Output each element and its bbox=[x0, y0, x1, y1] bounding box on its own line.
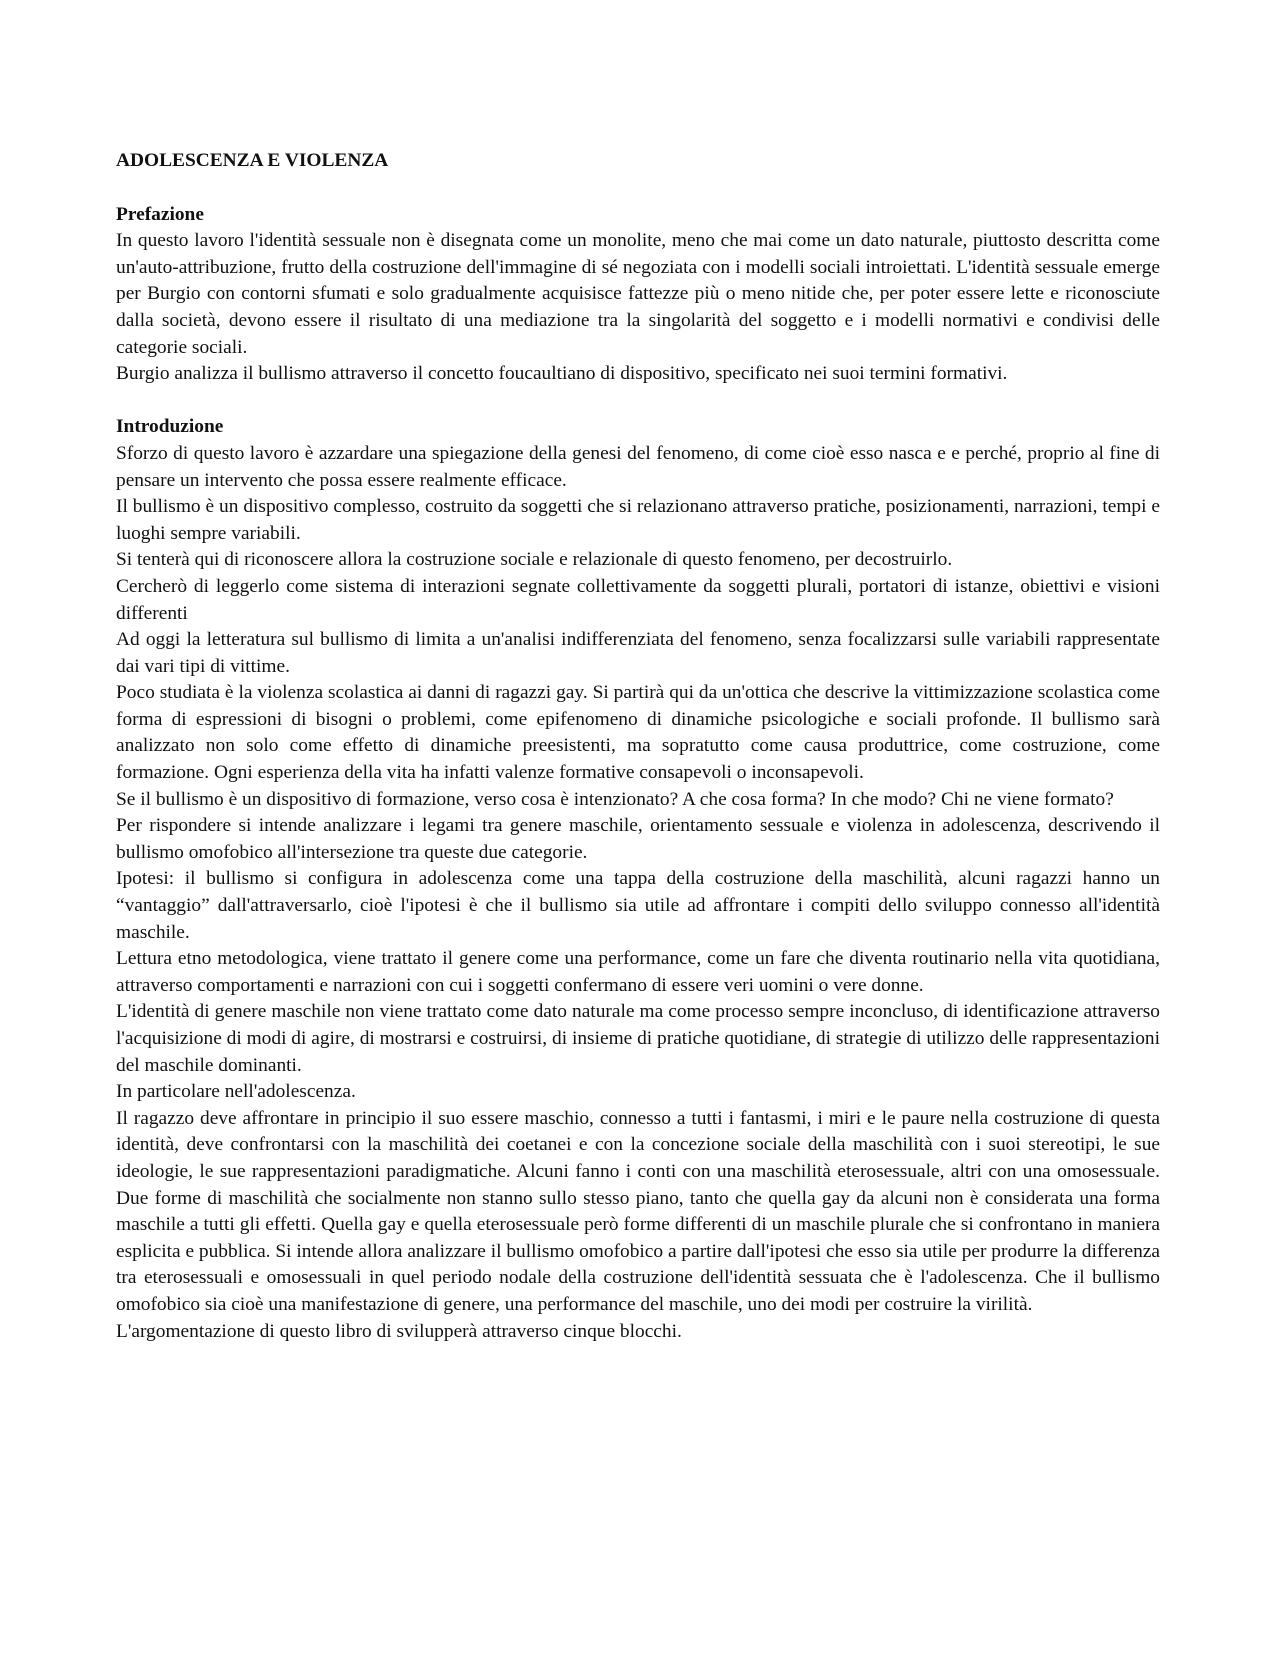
paragraph: Sforzo di questo lavoro è azzardare una spiegazione della genesi del fenomeno, di come cioè esso nasca e e perché, proprio al fine di pensare un intervento che possa essere realmente efficace. bbox=[116, 442, 1160, 491]
paragraph: Lettura etno metodologica, viene trattato il genere come una performance, come un fare che diventa routinario nella vita quotidiana, attraverso comportamenti e narrazioni con cui i soggetti confermano di essere veri uomini o vere donne. bbox=[116, 948, 1160, 996]
paragraph: Cercherò di leggerlo come sistema di interazioni segnate collettivamente da soggetti plurali, portatori di istanze, obiettivi e visioni differenti bbox=[116, 575, 1160, 624]
document-title: ADOLESCENZA E VIOLENZA bbox=[116, 150, 389, 171]
paragraph: L'argomentazione di questo libro di svilupperà attraverso cinque blocchi. bbox=[116, 1320, 682, 1342]
paragraph: Ad oggi la letteratura sul bullismo di limita a un'analisi indifferenziata del fenomeno, senza focalizzarsi sulle variabili rappresentate dai vari tipi di vittime. bbox=[116, 629, 1160, 677]
document-page bbox=[116, 148, 1160, 1372]
paragraph: Per rispondere si intende analizzare i legami tra genere maschile, orientamento sessuale e violenza in adolescenza, descrivendo il bullismo omofobico all'intersezione tra queste due categorie. bbox=[116, 815, 1160, 863]
section-prefazione bbox=[116, 202, 1160, 388]
section-heading: Prefazione bbox=[116, 203, 204, 225]
paragraph: Il ragazzo deve affrontare in principio il suo essere maschio, connesso a tutti i fantasmi, i miri e le paure nella costruzione di questa identità, deve confrontarsi con la maschilità dei coetanei e con la concezione sociale della maschilità con i suoi stereotipi, le sue ideologie, le sue rappresentazioni paradigmatiche. Alcuni fanno i conti con una maschilità eterosessuale, altri con una omosessuale. Due forme di maschilità che socialmente non stanno sullo stesso piano, tanto che quella gay da alcuni non è considerata una forma maschile a tutti gli effetti. Quella gay e quella eterosessuale però forme differenti di un maschile plurale che si confrontano in maniera esplicita e pubblica. Si intende allora analizzare il bullismo omofobico a partire dall'ipotesi che esso sia utile per produrre la differenza tra eterosessuali e omosessuali in quel periodo nodale della costruzione dell'identità sessuata che è l'adolescenza. Che il bullismo omofobico sia cioè una manifestazione di genere, una performance del maschile, uno dei modi per costruire la virilità. bbox=[116, 1107, 1160, 1315]
paragraph: Burgio analizza il bullismo attraverso il concetto foucaultiano di dispositivo, specificato nei suoi termini formativi. bbox=[116, 363, 1008, 385]
paragraph: L'identità di genere maschile non viene trattato come dato naturale ma come processo sempre inconcluso, di identificazione attraverso l'acquisizione di modi di agire, di mostrarsi e costruirsi, di insieme di pratiche quotidiane, di strategie di utilizzo delle rappresentazioni del maschile dominanti. bbox=[116, 1001, 1160, 1076]
paragraph: Il bullismo è un dispositivo complesso, costruito da soggetti che si relazionano attraverso pratiche, posizionamenti, narrazioni, tempi e luoghi sempre variabili. bbox=[116, 496, 1160, 544]
section-heading: Introduzione bbox=[116, 416, 224, 438]
paragraph: In questo lavoro l'identità sessuale non è disegnata come un monolite, meno che mai come un dato naturale, piuttosto descritta come un'auto-attribuzione, frutto della costruzione dell'immagine di sé negoziata con i modelli sociali introiettati. L'identità sessuale emerge per Burgio con contorni sfumati e solo gradualmente acquisisce fattezze più o meno nitide che, per poter essere lette e riconosciute dalla società, devono essere il risultato di una mediazione tra la singolarità del soggetto e i modelli normativi e condivisi delle categorie sociali. bbox=[116, 230, 1160, 358]
paragraph: Si tenterà qui di riconoscere allora la costruzione sociale e relazionale di questo fenomeno, per decostruirlo. bbox=[116, 549, 953, 571]
paragraph: In particolare nell'adolescenza. bbox=[116, 1081, 356, 1103]
paragraph: Ipotesi: il bullismo si configura in adolescenza come una tappa della costruzione della maschilità, alcuni ragazzi hanno un “vantaggio” dall'attraversarlo, cioè l'ipotesi è che il bullismo sia utile ad affrontare i compiti dello sviluppo connesso all'identità maschile. bbox=[116, 868, 1160, 943]
paragraph: Se il bullismo è un dispositivo di formazione, verso cosa è intenzionato? A che cosa forma? In che modo? Chi ne viene formato? bbox=[116, 788, 1114, 810]
paragraph: Poco studiata è la violenza scolastica ai danni di ragazzi gay. Si partirà qui da un'ottica che descrive la vittimizzazione scolastica come forma di espressioni di bisogni o problemi, come epifenomeno di dinamiche psicologiche e sociali profonde. Il bullismo sarà analizzato non solo come effetto di dinamiche preesistenti, ma sopratutto come causa produttrice, come costruzione, come formazione. Ogni esperienza della vita ha infatti valenze formative consapevoli o inconsapevoli. bbox=[116, 682, 1160, 784]
section-introduzione bbox=[116, 414, 1160, 1345]
